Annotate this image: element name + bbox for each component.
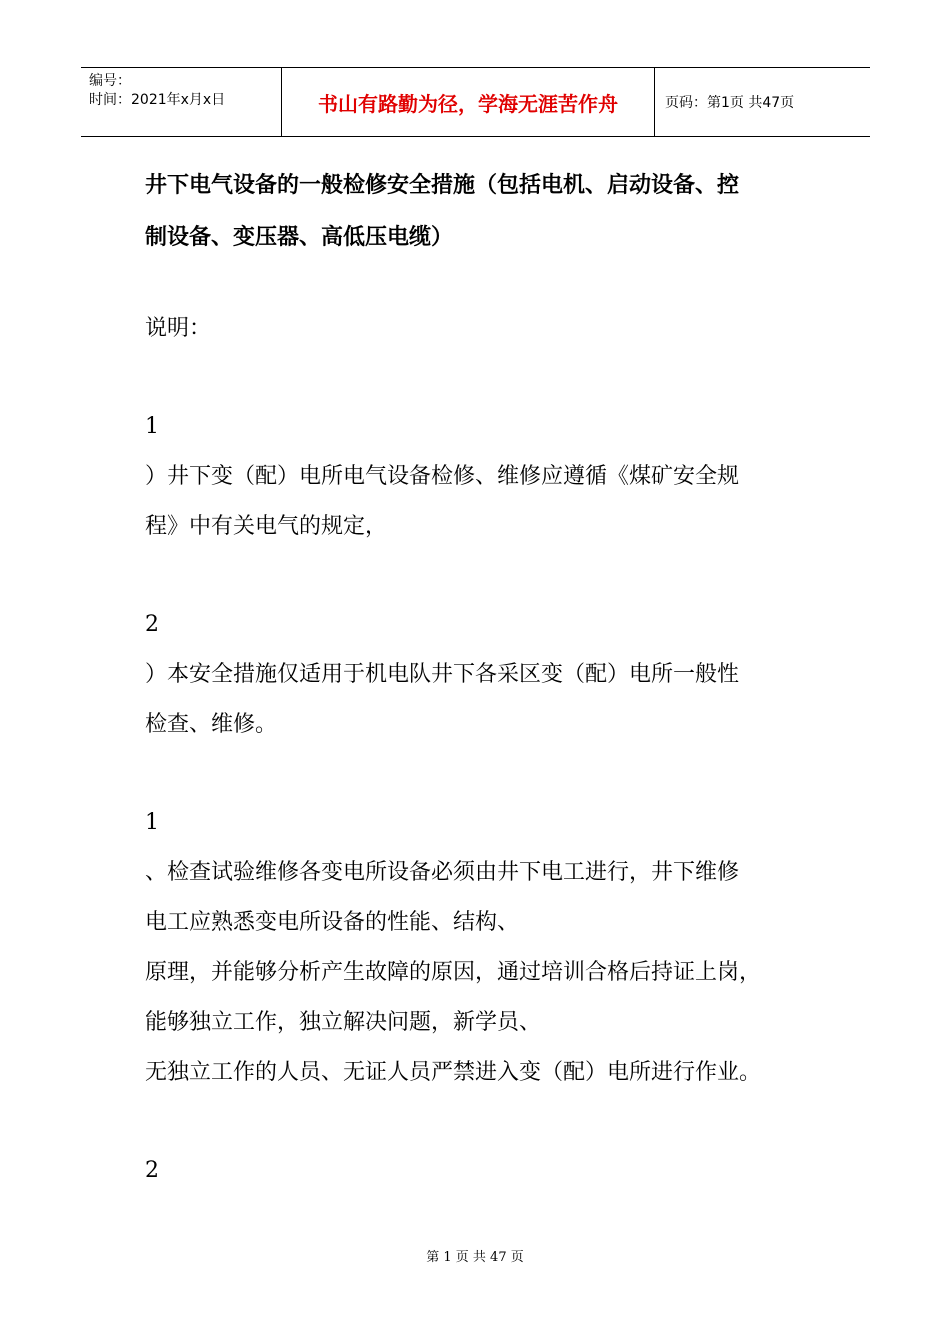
- paragraph-line: 程》中有关电气的规定，: [145, 514, 388, 539]
- header-table: [81, 67, 870, 137]
- item-number: 2: [145, 1158, 159, 1183]
- paragraph-line: 、检查试验维修各变电所设备必须由井下电工进行，井下维修: [145, 860, 740, 885]
- paragraph-line: 原理，并能够分析产生故障的原因，通过培训合格后持证上岗，: [145, 960, 762, 985]
- motto-text: 书山有路勤为径，学海无涯苦作舟: [318, 91, 618, 116]
- header-motto-cell: [282, 68, 655, 136]
- item-number: 1: [145, 810, 159, 835]
- document-title-line-2: 制设备、变压器、高低压电缆）: [145, 225, 454, 250]
- item-number: 1: [145, 414, 159, 439]
- paragraph-line: ）井下变（配）电所电气设备检修、维修应遵循《煤矿安全规: [145, 464, 740, 489]
- paragraph-line: 能够独立工作，独立解决问题，新学员、: [145, 1010, 542, 1035]
- header-page-cell: [655, 68, 870, 136]
- header-info-cell: [81, 68, 282, 136]
- page-footer: 第 1 页 共 47 页: [426, 1250, 524, 1265]
- item-number: 2: [145, 612, 159, 637]
- paragraph-line: 检查、维修。: [145, 712, 278, 737]
- paragraph-line: ）本安全措施仅适用于机电队井下各采区变（配）电所一般性: [145, 662, 740, 687]
- explain-label: 说明：: [145, 316, 212, 341]
- header-page-number: 页码：第1页 共47页: [665, 95, 795, 111]
- paragraph-line: 无独立工作的人员、无证人员严禁进入变（配）电所进行作业。: [145, 1060, 762, 1085]
- document-date: 时间：2021年x月x日: [89, 92, 226, 108]
- document-title-line-1: 井下电气设备的一般检修安全措施（包括电机、启动设备、控: [145, 173, 740, 198]
- document-body: [145, 160, 815, 1196]
- paragraph-line: 电工应熟悉变电所设备的性能、结构、: [145, 910, 520, 935]
- document-number: 编号：: [89, 73, 131, 89]
